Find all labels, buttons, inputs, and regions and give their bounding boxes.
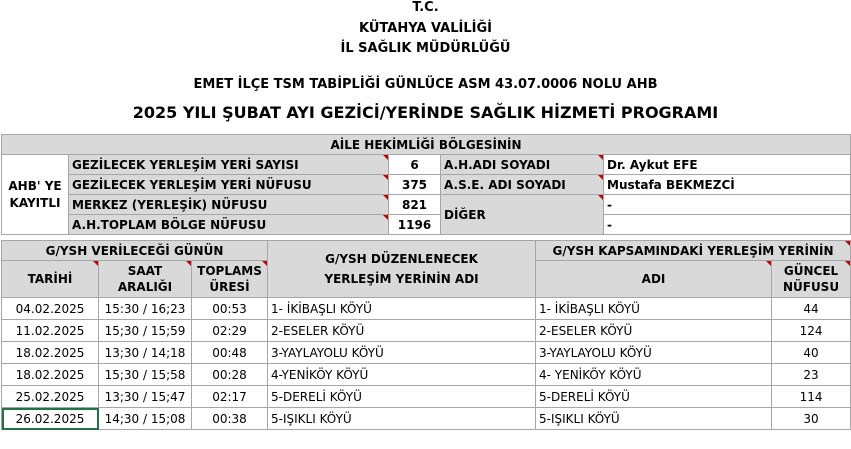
col-header-total-line2: ÜRESİ — [209, 280, 250, 294]
col-header-population-line2: NÜFUSU — [782, 280, 840, 294]
diger-label[interactable]: DİĞER — [441, 195, 604, 235]
ah-name-value[interactable]: Dr. Aykut EFE — [604, 155, 851, 175]
header-valilik: KÜTAHYA VALİLİĞİ — [359, 21, 492, 36]
time-cell[interactable]: 15:30 / 16;23 — [99, 298, 192, 320]
total-cell[interactable]: 02:17 — [192, 386, 268, 408]
col-header-population-line1: GÜNCEL — [783, 264, 839, 278]
date-cell[interactable]: 25.02.2025 — [2, 386, 99, 408]
table-row — [2, 364, 851, 386]
region-value[interactable]: 375 — [389, 175, 441, 195]
region-value[interactable]: 1196 — [389, 215, 441, 235]
total-cell[interactable]: 00:28 — [192, 364, 268, 386]
time-cell[interactable]: 14;30 / 15;08 — [99, 408, 192, 430]
col-header-total[interactable] — [192, 261, 268, 298]
col-header-time-line2: ARALIĞI — [117, 280, 173, 294]
time-cell[interactable]: 15;30 / 15;59 — [99, 320, 192, 342]
group-header-coverage: G/YSH KAPSAMINDAKİ YERLEŞİM YERİNİN — [536, 241, 851, 261]
col-header-place-line2: YERLEŞİM YERİNİN ADI — [324, 272, 479, 286]
col-header-population[interactable] — [772, 261, 851, 298]
place-cell[interactable]: 3-YAYLAYOLU KÖYÜ — [268, 342, 536, 364]
name-cell[interactable]: 5-DERELİ KÖYÜ — [536, 386, 772, 408]
place-cell[interactable]: 5-IŞIKLI KÖYÜ — [268, 408, 536, 430]
name-cell[interactable]: 1- İKİBAŞLI KÖYÜ — [536, 298, 772, 320]
col-header-place-line1: G/YSH DÜZENLENECEK — [325, 252, 478, 266]
page-title: 2025 YILI ŞUBAT AYI GEZİCİ/YERİNDE SAĞLIK HİZMETİ PROGRAMI — [132, 103, 719, 122]
region-value[interactable]: 6 — [389, 155, 441, 175]
table-row — [2, 386, 851, 408]
place-cell[interactable]: 2-ESELER KÖYÜ — [268, 320, 536, 342]
population-cell[interactable]: 23 — [772, 364, 851, 386]
place-cell[interactable]: 1- İKİBAŞLI KÖYÜ — [268, 298, 536, 320]
date-cell[interactable]: 18.02.2025 — [2, 364, 99, 386]
name-cell[interactable]: 5-IŞIKLI KÖYÜ — [536, 408, 772, 430]
col-header-total-line1: TOPLAMS — [197, 264, 262, 278]
name-cell[interactable]: 3-YAYLAYOLU KÖYÜ — [536, 342, 772, 364]
total-cell[interactable]: 02:29 — [192, 320, 268, 342]
region-title: AİLE HEKİMLİĞİ BÖLGESİNİN — [2, 135, 851, 155]
place-cell[interactable]: 4-YENİKÖY KÖYÜ — [268, 364, 536, 386]
schedule-table — [1, 240, 851, 430]
header-ahb: EMET İLÇE TSM TABİPLİĞİ GÜNLÜCE ASM 43.07.0006 NOLU AHB — [193, 77, 658, 92]
population-cell[interactable]: 114 — [772, 386, 851, 408]
region-label[interactable]: GEZİLECEK YERLEŞİM YERİ NÜFUSU — [69, 175, 389, 195]
name-cell[interactable]: 2-ESELER KÖYÜ — [536, 320, 772, 342]
population-cell[interactable]: 124 — [772, 320, 851, 342]
total-cell[interactable]: 00:38 — [192, 408, 268, 430]
diger-value[interactable]: - — [604, 215, 851, 235]
population-cell[interactable]: 40 — [772, 342, 851, 364]
population-cell[interactable]: 30 — [772, 408, 851, 430]
region-value[interactable]: 821 — [389, 195, 441, 215]
col-header-time-line1: SAAT — [127, 264, 163, 278]
time-cell[interactable]: 13;30 / 14;18 — [99, 342, 192, 364]
region-label[interactable]: MERKEZ (YERLEŞİK) NÜFUSU — [69, 195, 389, 215]
ase-name-value[interactable]: Mustafa BEKMEZCİ — [604, 175, 851, 195]
table-row — [2, 408, 851, 430]
population-cell[interactable]: 44 — [772, 298, 851, 320]
table-row — [2, 320, 851, 342]
ahb-kayitli-label: AHB' YE KAYITLI — [2, 155, 69, 235]
ah-name-label[interactable]: A.H.ADI SOYADI — [441, 155, 604, 175]
diger-value[interactable]: - — [604, 195, 851, 215]
table-row — [2, 342, 851, 364]
table-row — [2, 298, 851, 320]
header-mudurluk: İL SAĞLIK MÜDÜRLÜĞÜ — [340, 41, 511, 56]
time-cell[interactable]: 15;30 / 15;58 — [99, 364, 192, 386]
region-label[interactable]: A.H.TOPLAM BÖLGE NÜFUSU — [69, 215, 389, 235]
group-header-day: G/YSH VERİLECEĞİ GÜNÜN — [2, 241, 268, 261]
place-cell[interactable]: 5-DERELİ KÖYÜ — [268, 386, 536, 408]
region-table — [1, 134, 851, 235]
date-cell-selected[interactable]: 26.02.2025 — [2, 408, 99, 430]
region-label[interactable]: GEZİLECEK YERLEŞİM YERİ SAYISI — [69, 155, 389, 175]
date-cell[interactable]: 11.02.2025 — [2, 320, 99, 342]
date-cell[interactable]: 18.02.2025 — [2, 342, 99, 364]
total-cell[interactable]: 00:48 — [192, 342, 268, 364]
col-header-place[interactable] — [268, 241, 536, 298]
ase-name-label[interactable]: A.S.E. ADI SOYADI — [441, 175, 604, 195]
col-header-name[interactable]: ADI — [536, 261, 772, 298]
total-cell[interactable]: 00:53 — [192, 298, 268, 320]
col-header-time[interactable] — [99, 261, 192, 298]
time-cell[interactable]: 13;30 / 15;47 — [99, 386, 192, 408]
date-cell[interactable]: 04.02.2025 — [2, 298, 99, 320]
col-header-date[interactable]: TARİHİ — [2, 261, 99, 298]
header-tc: T.C. — [412, 0, 439, 15]
name-cell[interactable]: 4- YENİKÖY KÖYÜ — [536, 364, 772, 386]
